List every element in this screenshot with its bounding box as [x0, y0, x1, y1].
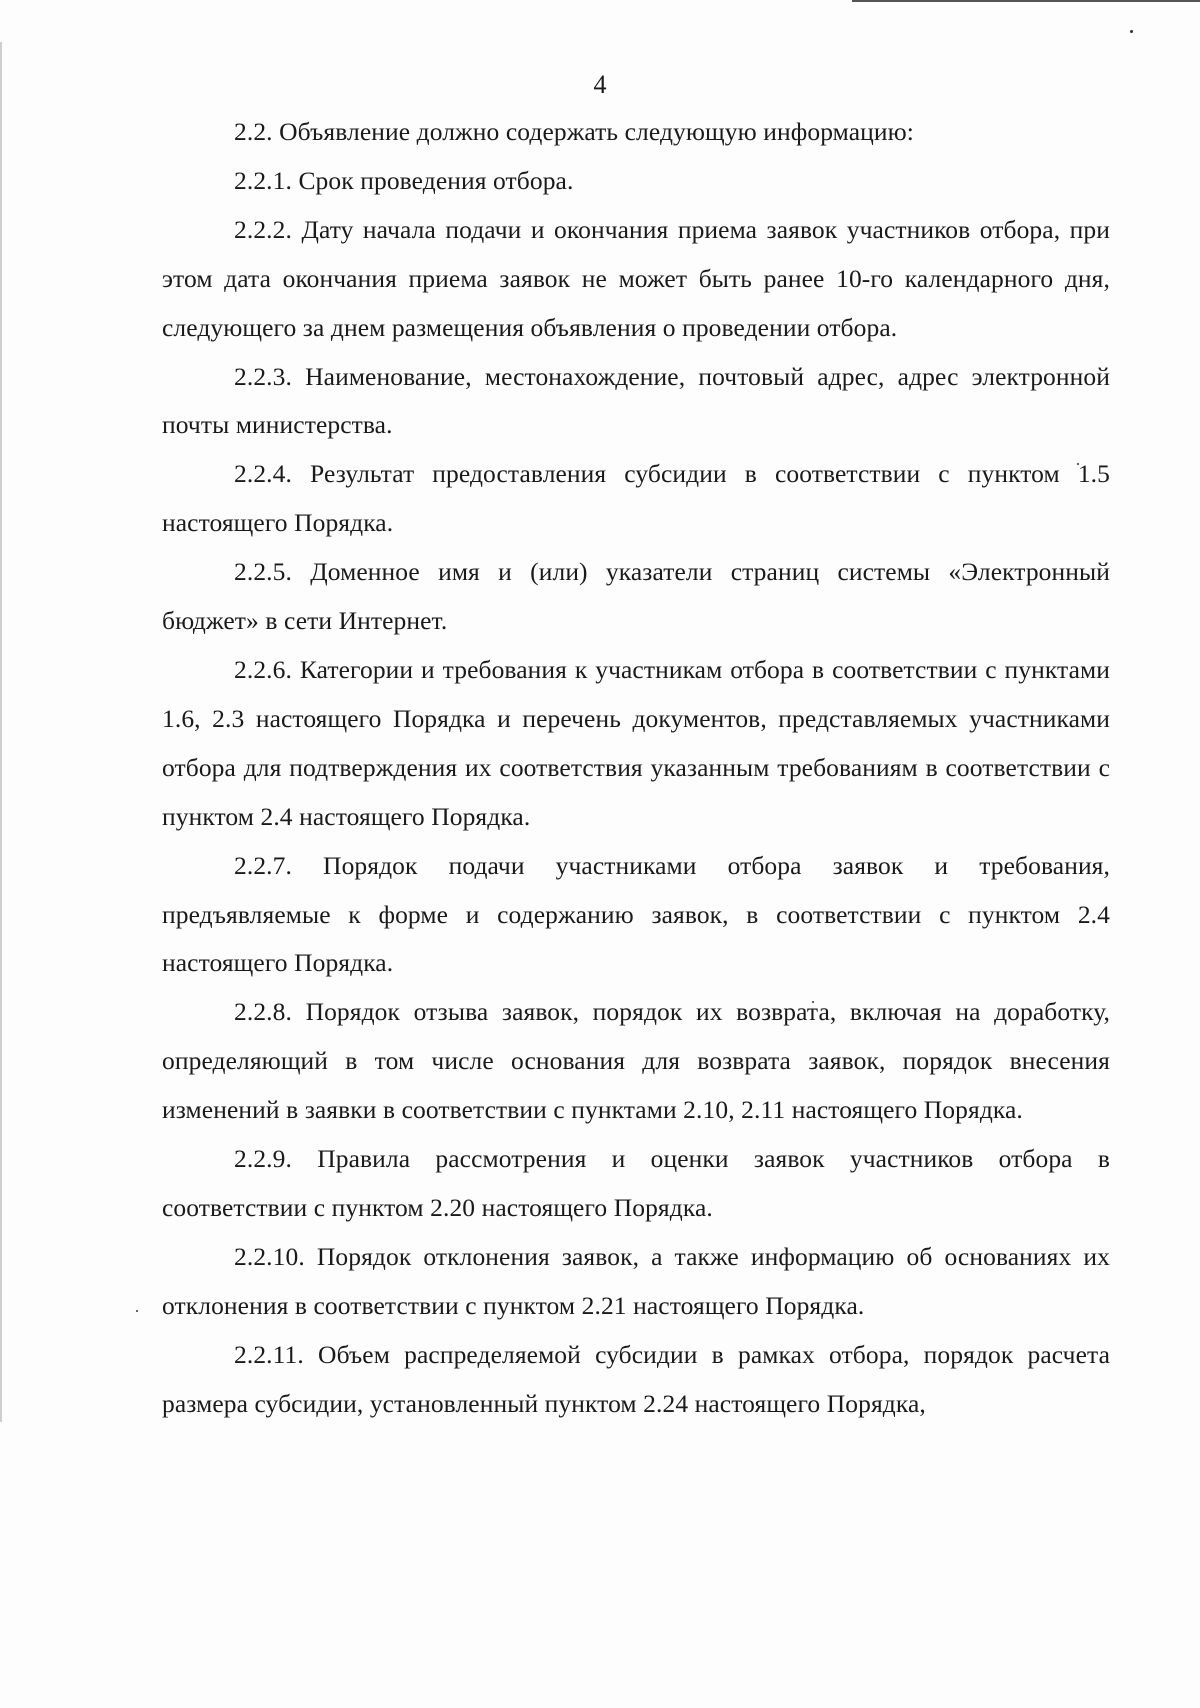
document-body	[162, 108, 1110, 1428]
paragraph-2-2-11: 2.2.11. Объем распределяемой субсидии в рамках отбора, порядок расчета размера субсидии, установленный пунктом 2.24 настоящего Порядка,	[162, 1339, 1110, 1418]
paragraph-2-2-4: 2.2.4. Результат предоставления субсидии в соответствии с пунктом 1.5 настоящего Порядка.	[162, 459, 1110, 538]
scan-edge-line	[852, 0, 1200, 2]
scan-left-edge	[0, 42, 2, 1422]
paragraph-2-2-8: 2.2.8. Порядок отзыва заявок, порядок их возврата, включая на доработку, определяющий в том числе основания для возврата заявок, порядок внесения изменений в заявки в соответствии с пунктами 2.10, 2.11 настоящего Порядка.	[162, 997, 1110, 1125]
paragraph-2-2-6: 2.2.6. Категории и требования к участникам отбора в соответствии с пунктами 1.6, 2.3 настоящего Порядка и перечень документов, представляемых участниками отбора для подтверждения их соответствия указанным требованиям в соответствии с пунктом 2.4 настоящего Порядка.	[162, 654, 1110, 831]
paragraph-2-2: 2.2. Объявление должно содержать следующую информацию:	[234, 117, 914, 146]
paragraph-2-2-5: 2.2.5. Доменное имя и (или) указатели страниц системы «Электронный бюджет» в сети Интернет.	[162, 557, 1110, 636]
paragraph-2-2-2: 2.2.2. Дату начала подачи и окончания приема заявок участников отбора, при этом дата окончания приема заявок не может быть ранее 10-го календарного дня, следующего за днем размещения объявления о проведении отбора.	[162, 214, 1110, 342]
scan-speck	[1130, 30, 1133, 33]
paragraph-2-2-10: 2.2.10. Порядок отклонения заявок, а также информацию об основаниях их отклонения в соответствии с пунктом 2.21 настоящего Порядка.	[162, 1241, 1110, 1320]
paragraph-2-2-9: 2.2.9. Правила рассмотрения и оценки заявок участников отбора в соответствии с пунктом 2.20 настоящего Порядка.	[162, 1144, 1110, 1222]
page-number: 4	[593, 70, 607, 99]
paragraph-2-2-3: 2.2.3. Наименование, местонахождение, почтовый адрес, адрес электронной почты министерства.	[162, 361, 1110, 440]
scan-speck	[136, 1310, 138, 1312]
paragraph-2-2-1: 2.2.1. Срок проведения отбора.	[234, 165, 574, 195]
paragraph-2-2-7: 2.2.7. Порядок подачи участниками отбора заявок и требования, предъявляемые к форме и содержанию заявок, в соответствии с пунктом 2.4 настоящего Порядка.	[162, 850, 1110, 978]
